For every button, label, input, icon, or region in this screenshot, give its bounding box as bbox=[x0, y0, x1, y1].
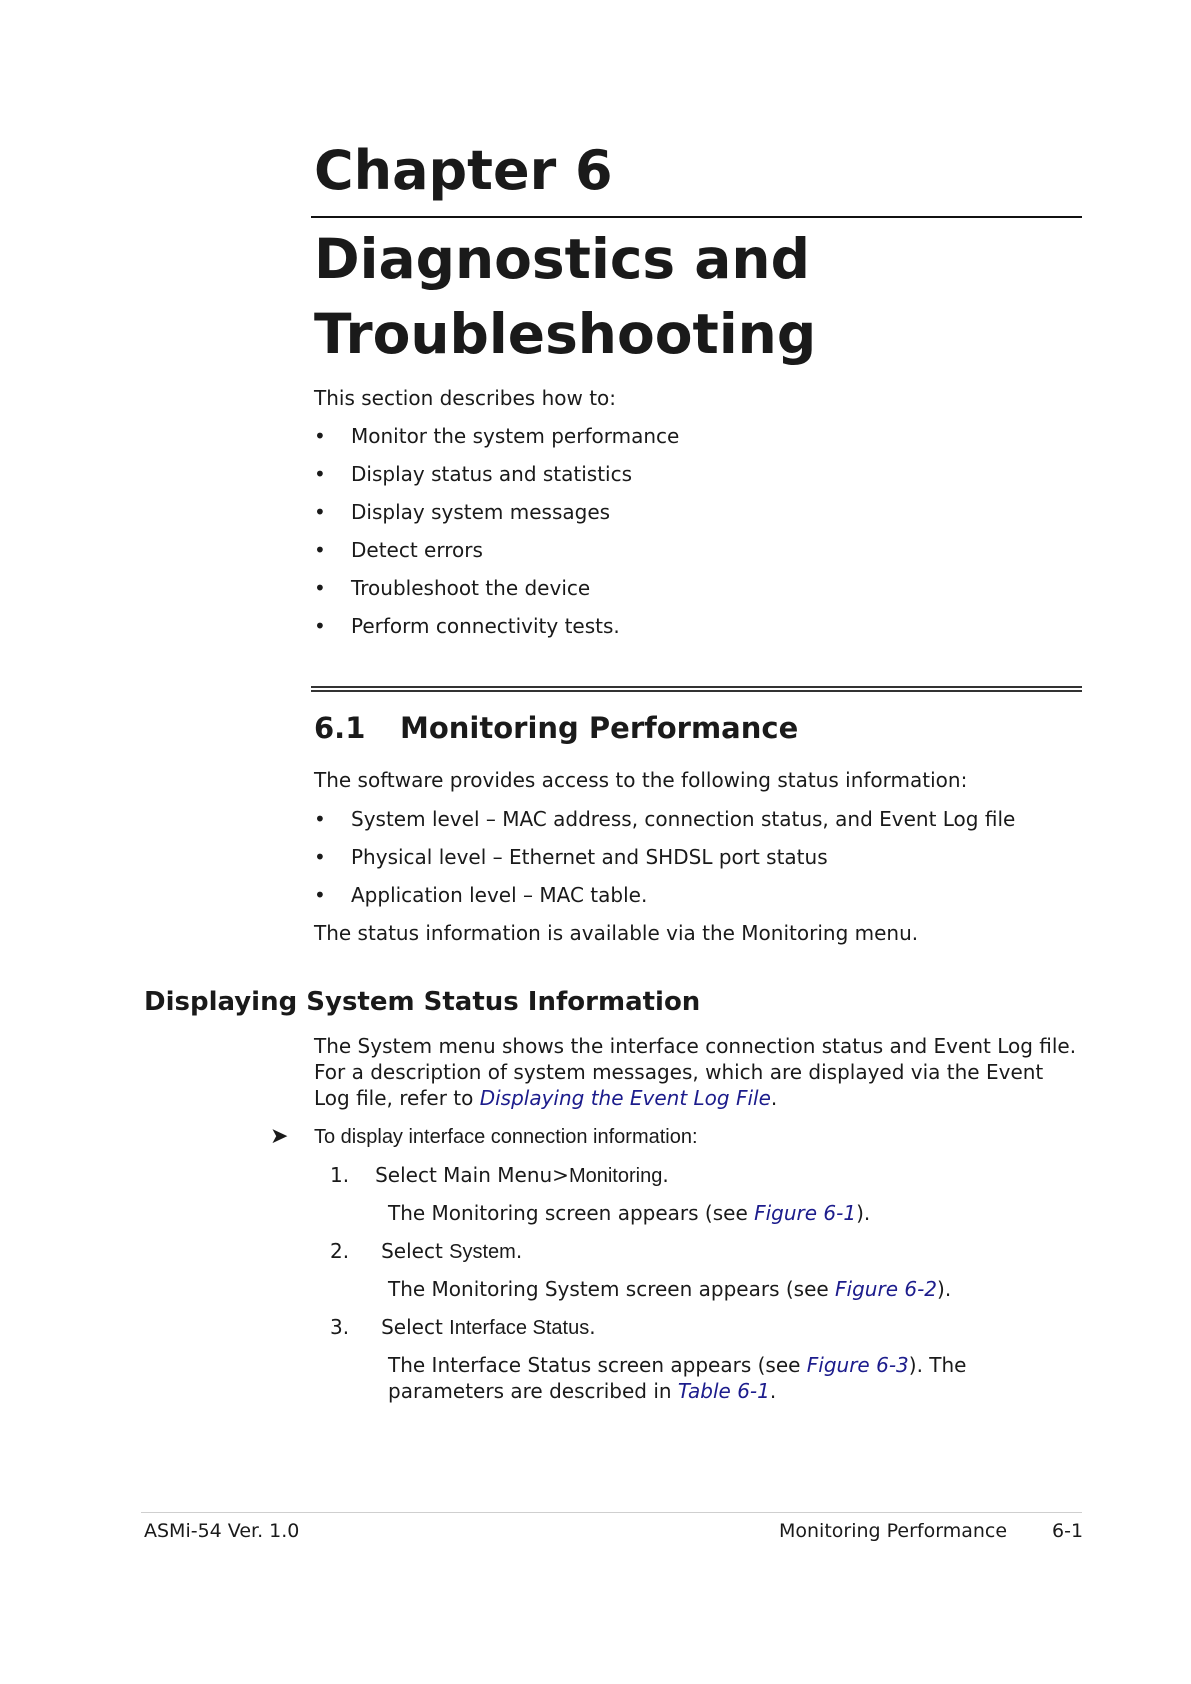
intro-bullet-list bbox=[314, 423, 679, 651]
chapter-title bbox=[314, 222, 1074, 372]
section-intro: The software provides access to the following status information: bbox=[314, 768, 968, 792]
section-outro: The status information is available via the Monitoring menu. bbox=[314, 921, 919, 945]
menu-item-system: System bbox=[449, 1241, 516, 1263]
intro-text: This section describes how to: bbox=[314, 386, 617, 410]
menu-item-interface-status: Interface Status bbox=[449, 1317, 590, 1339]
step-number: 2. bbox=[330, 1239, 350, 1263]
bullet-icon: • bbox=[314, 614, 326, 638]
step-1: 1. Select Main Menu>Monitoring. bbox=[330, 1163, 669, 1187]
subsection-heading: Displaying System Status Information bbox=[144, 987, 701, 1017]
bullet-icon: • bbox=[314, 424, 326, 448]
list-item: • Display system messages bbox=[314, 500, 611, 524]
list-item: • System level – MAC address, connection status, and Event Log file bbox=[314, 807, 1016, 831]
chapter-rule bbox=[311, 216, 1082, 218]
step-3-result: The Interface Status screen appears (see Figure 6-3). The parameters are described in Table 6-1. bbox=[388, 1353, 967, 1403]
footer-rule bbox=[141, 1512, 1082, 1513]
menu-path-monitoring: Monitoring bbox=[568, 1165, 663, 1187]
section-number: 6.1 bbox=[314, 711, 366, 745]
list-item: • Troubleshoot the device bbox=[314, 576, 591, 600]
chapter-label: Chapter 6 bbox=[314, 139, 613, 202]
step-1-result: The Monitoring screen appears (see Figure 6-1). bbox=[388, 1201, 871, 1225]
bullet-icon: • bbox=[314, 883, 326, 907]
bullet-icon: • bbox=[314, 845, 326, 869]
list-item: • Application level – MAC table. bbox=[314, 883, 648, 907]
list-item: • Monitor the system performance bbox=[314, 424, 680, 448]
bullet-icon: • bbox=[314, 576, 326, 600]
list-item: • Perform connectivity tests. bbox=[314, 614, 620, 638]
step-2: 2. Select System. bbox=[330, 1239, 523, 1263]
section-divider bbox=[311, 686, 1082, 692]
step-number: 3. bbox=[330, 1315, 350, 1339]
footer-section: Monitoring Performance bbox=[779, 1520, 1008, 1542]
figure-6-1-link[interactable]: Figure 6-1 bbox=[754, 1201, 857, 1225]
procedure-arrow-icon: ➤ bbox=[270, 1124, 289, 1149]
list-item: • Display status and statistics bbox=[314, 462, 633, 486]
section-bullet-list bbox=[314, 806, 1015, 920]
chapter-title-line1: Diagnostics and bbox=[314, 227, 810, 291]
step-3: 3. Select Interface Status. bbox=[330, 1315, 596, 1339]
procedure-title: To display interface connection information: bbox=[314, 1126, 698, 1148]
step-2-result: The Monitoring System screen appears (see Figure 6-2). bbox=[388, 1277, 952, 1301]
list-item: • Physical level – Ethernet and SHDSL port status bbox=[314, 845, 828, 869]
section-heading bbox=[314, 709, 798, 747]
figure-6-2-link[interactable]: Figure 6-2 bbox=[835, 1277, 938, 1301]
bullet-icon: • bbox=[314, 462, 326, 486]
bullet-icon: • bbox=[314, 500, 326, 524]
figure-6-3-link[interactable]: Figure 6-3 bbox=[806, 1353, 909, 1377]
bullet-icon: • bbox=[314, 538, 326, 562]
step-number: 1. bbox=[330, 1163, 350, 1187]
footer-product: ASMi-54 Ver. 1.0 bbox=[144, 1520, 300, 1542]
list-item: • Detect errors bbox=[314, 538, 483, 562]
chapter-title-line2: Troubleshooting bbox=[314, 302, 817, 366]
bullet-icon: • bbox=[314, 807, 326, 831]
event-log-link[interactable]: Displaying the Event Log File bbox=[479, 1086, 771, 1110]
subsection-paragraph: The System menu shows the interface connection status and Event Log file. For a description of system messages, which are displayed via the Event Log file, refer to Displaying the Event Log File. bbox=[314, 1034, 1077, 1110]
page-number: 6-1 bbox=[1052, 1520, 1084, 1542]
table-6-1-link[interactable]: Table 6-1 bbox=[677, 1379, 770, 1403]
section-title: Monitoring Performance bbox=[400, 711, 799, 745]
